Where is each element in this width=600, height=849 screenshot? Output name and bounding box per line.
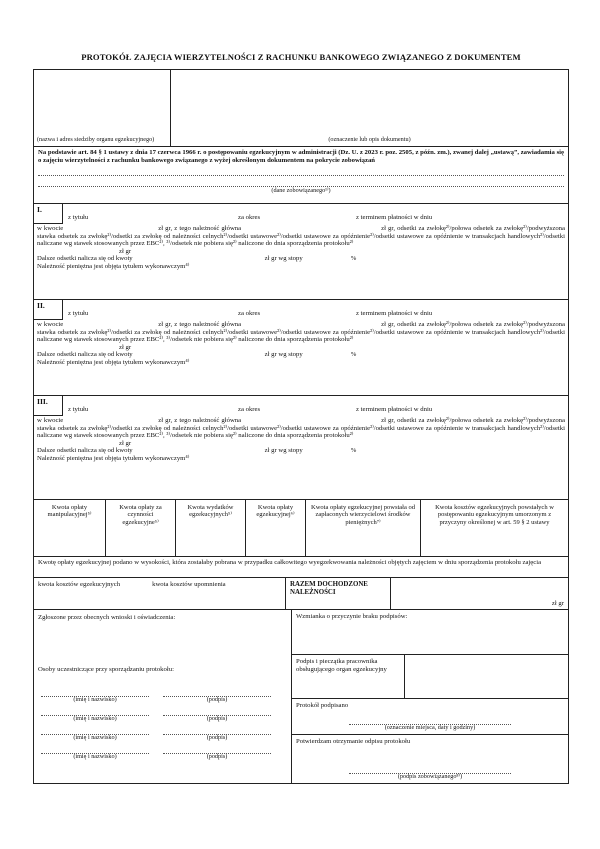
header-boxes — [33, 69, 569, 147]
document-box[interactable] — [171, 70, 568, 146]
signature-caption: (podpis) — [206, 696, 228, 703]
signature-row — [38, 745, 287, 761]
fee-col-umorzone[interactable]: Kwota kosztów egzekucyjnych powstałych w postępowaniu egzekucyjnym umorzonym z przyczyny określonej w art. 59 § 2 ustawy — [435, 504, 554, 526]
claim-1-number: I. — [34, 204, 63, 224]
signature-caption: (podpis) — [206, 714, 228, 722]
debtor-caption: (dane zobowiązanego¹⁾) — [271, 186, 331, 194]
copy-caption: (podpis zobowiązanego⁸⁾) — [397, 773, 463, 781]
claim-3-number: III. — [34, 396, 63, 416]
further-interest-label: Dalsze odsetki nalicza się od kwoty — [37, 255, 133, 262]
copy-confirmation-label: Potwierdzam otrzymanie odpisu protokołu — [296, 738, 411, 745]
motions-label: Zgłoszone przez obecnych wnioski i oświadczenia: — [38, 614, 176, 621]
writ-note: Należność pieniężna jest objęta tytułem wykonawczym⁴⁾ — [37, 454, 190, 462]
bottom-section — [33, 609, 569, 784]
amount-label: w kwocie — [37, 321, 64, 328]
fee-col-egzekucyjna[interactable]: Kwota opłaty egzekucyjnej⁶⁾ — [246, 500, 306, 556]
amount-unit-label: zł gr — [119, 247, 132, 255]
debtor-fill-line-2[interactable] — [38, 176, 564, 187]
claim-1-further-interest-line — [37, 255, 565, 263]
fee-note-section — [33, 556, 569, 578]
name-caption: (imię i nazwisko) — [73, 696, 117, 703]
claim-section-2 — [33, 299, 569, 396]
protocol-signed-box[interactable] — [292, 699, 568, 735]
fees-header-table — [33, 499, 569, 557]
amount-unit-label: zł gr — [119, 343, 132, 351]
participants-label: Osoby uczestniczące przy sporządzaniu protokołu: — [38, 665, 174, 673]
copy-confirmation-box[interactable] — [292, 735, 568, 783]
interest-options-text: zł gr, odsetki za zwłokę²⁾/połowa odsetek za zwłokę²⁾/podwyższona stawka odsetek za zwłokę²⁾/odsetki za zwłokę od należności celnych²⁾/odsetki ustawowe²⁾/odsetki ustawowe za opóźnienie²⁾/odsetki ustawowe za opóźnienie w transakcjach handlowych²⁾/odsetki naliczane wg stawek stosowanych przez EBC²⁾, ³⁾/odsetek nie pobiera się²⁾ naliczone do dnia sporządzenia protokołu²⁾ — [37, 417, 565, 439]
interest-options-text: zł gr, odsetki za zwłokę²⁾/połowa odsetek za zwłokę²⁾/podwyższona stawka odsetek za zwłokę²⁾/odsetki za zwłokę od należności celnych²⁾/odsetki ustawowe²⁾/odsetki ustawowe za opóźnienie²⁾/odsetki ustawowe za opóźnienie w transakcjach handlowych²⁾/odsetki naliczane wg stawek stosowanych przez EBC²⁾, ³⁾/odsetek nie pobiera się²⁾ naliczone do dnia sporządzenia protokołu²⁾ — [37, 225, 565, 247]
amount-label: w kwocie — [37, 225, 64, 232]
principal-label: zł gr, z tego należność główna — [158, 417, 242, 424]
officer-label: Podpis i pieczątka pracownika obsługującego organ egzekucyjny — [292, 655, 405, 698]
percent-sign: % — [350, 351, 357, 358]
rate-label: zł gr wg stopy — [264, 351, 303, 358]
costs-cell[interactable] — [34, 578, 286, 609]
amount-unit-label: zł gr — [119, 439, 132, 447]
principal-label: zł gr, z tego należność główna — [158, 225, 242, 232]
percent-sign: % — [350, 447, 357, 454]
document-caption: (oznaczenie lub opis dokumentu) — [328, 136, 411, 144]
principal-label: zł gr, z tego należność główna — [158, 321, 242, 328]
signature-rows — [38, 688, 287, 761]
period-label: za okres — [238, 405, 261, 413]
authority-caption: (nazwa i adres siedziby organu egzekucyjnego) — [37, 136, 155, 144]
reminder-costs-label: kwota kosztów upomnienia — [152, 581, 226, 588]
bottom-right-column — [292, 610, 568, 783]
amount-label: w kwocie — [37, 417, 64, 424]
from-title-label: z tytułu — [68, 309, 89, 317]
interest-options-text: zł gr, odsetki za zwłokę²⁾/połowa odsetek za zwłokę²⁾/podwyższona stawka odsetek za zwłokę²⁾/odsetki za zwłokę od należności celnych²⁾/odsetki ustawowe²⁾/odsetki ustawowe za opóźnienie²⁾/odsetki ustawowe za opóźnienie w transakcjach handlowych²⁾/odsetki naliczane wg stawek stosowanych przez EBC²⁾, ³⁾/odsetek nie pobiera się²⁾ naliczone do dnia sporządzenia protokołu²⁾ — [37, 321, 565, 343]
period-label: za okres — [238, 213, 261, 221]
signature-caption: (podpis) — [206, 733, 228, 741]
form-body — [33, 70, 569, 784]
officer-row — [292, 655, 568, 699]
copy-caption-block — [345, 767, 515, 781]
signature-caption: (podpis) — [206, 752, 228, 760]
fee-col-wydatki[interactable]: Kwota wydatków egzekucyjnych⁵⁾ — [176, 500, 246, 556]
name-caption: (imię i nazwisko) — [73, 714, 117, 722]
further-interest-label: Dalsze odsetki nalicza się od kwoty — [37, 351, 133, 358]
total-due-label: RAZEM DOCHODZONE NALEŻNOŚCI — [286, 578, 391, 609]
exec-costs-label: kwota kosztów egzekucyjnych — [38, 581, 121, 588]
signature-row — [38, 726, 287, 742]
period-label: za okres — [238, 309, 261, 317]
signature-row — [38, 707, 287, 723]
from-title-label: z tytułu — [68, 213, 89, 221]
protocol-signed-label: Protokół podpisano — [296, 702, 349, 709]
totals-row — [33, 577, 569, 610]
due-date-label: z terminem płatności w dniu — [356, 309, 433, 317]
total-amount-box[interactable] — [391, 578, 568, 609]
claim-3-head — [34, 396, 568, 416]
signed-caption-block — [345, 718, 515, 732]
claim-2-body — [34, 320, 568, 366]
claim-section-3 — [33, 395, 569, 500]
page-title: PROTOKÓŁ ZAJĘCIA WIERZYTELNOŚCI Z RACHUNKU BANKOWEGO ZWIĄZANEGO Z DOKUMENTEM — [81, 52, 521, 62]
due-date-label: z terminem płatności w dniu — [356, 213, 433, 221]
amount-unit-label: zł gr — [551, 599, 564, 607]
bottom-left-column — [34, 610, 292, 783]
fee-col-czynnosci[interactable]: Kwota opłaty za czynności egzekucyjne⁵⁾ — [106, 500, 176, 556]
writ-note: Należność pieniężna jest objęta tytułem wykonawczym⁴⁾ — [37, 262, 190, 270]
officer-signature-box[interactable] — [405, 655, 568, 698]
authority-box[interactable] — [34, 70, 171, 146]
claim-section-1 — [33, 203, 569, 300]
writ-note: Należność pieniężna jest objęta tytułem wykonawczym⁴⁾ — [37, 358, 190, 366]
signed-caption: (oznaczenie miejsca, daty i godziny) — [384, 724, 476, 732]
name-caption: (imię i nazwisko) — [73, 752, 117, 760]
claim-2-number: II. — [34, 300, 63, 320]
fee-note-text: Kwotę opłaty egzekucyjnej podano w wysokości, która zostałaby pobrana w przypadku całkowitego wyegzekwowania należności objętych zajęciem w dniu sporządzenia protokołu zajęcia — [38, 559, 542, 566]
claim-3-body — [34, 416, 568, 462]
claim-1-head — [34, 204, 568, 224]
claim-1-body — [34, 224, 568, 270]
fee-col-od-zaplaconych[interactable]: Kwota opłaty egzekucyjnej powstała od zapłaconych wierzycielowi środków pieniężnych⁷⁾ — [306, 500, 421, 556]
fee-col-manipulacyjna[interactable]: Kwota opłaty manipulacyjnej⁵⁾ — [34, 500, 106, 556]
from-title-label: z tytułu — [68, 405, 89, 413]
claim-3-further-interest-line — [37, 447, 565, 455]
intro-paragraph: Na podstawie art. 84 § 1 ustawy z dnia 17 czerwca 1966 r. o postępowaniu egzekucyjnym w administracji (Dz. U. z 2023 r. poz. 2505, z późn. zm.), zwanej dalej „ustawą”, zawiadamia się o zajęciu wierzytelności z rachunku bankowego związanego z wyżej określonym dokumentem na pokrycie zobowiązań — [38, 149, 564, 164]
no-signature-label: Wzmianka o przyczynie braku podpisów: — [296, 613, 408, 620]
rate-label: zł gr wg stopy — [264, 447, 303, 454]
claim-2-head — [34, 300, 568, 320]
due-date-label: z terminem płatności w dniu — [356, 405, 433, 413]
further-interest-label: Dalsze odsetki nalicza się od kwoty — [37, 447, 133, 454]
rate-label: zł gr wg stopy — [264, 255, 303, 262]
intro-section — [33, 146, 569, 204]
percent-sign: % — [350, 255, 357, 262]
name-caption: (imię i nazwisko) — [73, 733, 117, 741]
claim-2-further-interest-line — [37, 351, 565, 359]
debtor-fill-line-1[interactable] — [38, 165, 564, 176]
signature-row — [38, 688, 287, 704]
no-signature-box[interactable] — [292, 610, 568, 655]
